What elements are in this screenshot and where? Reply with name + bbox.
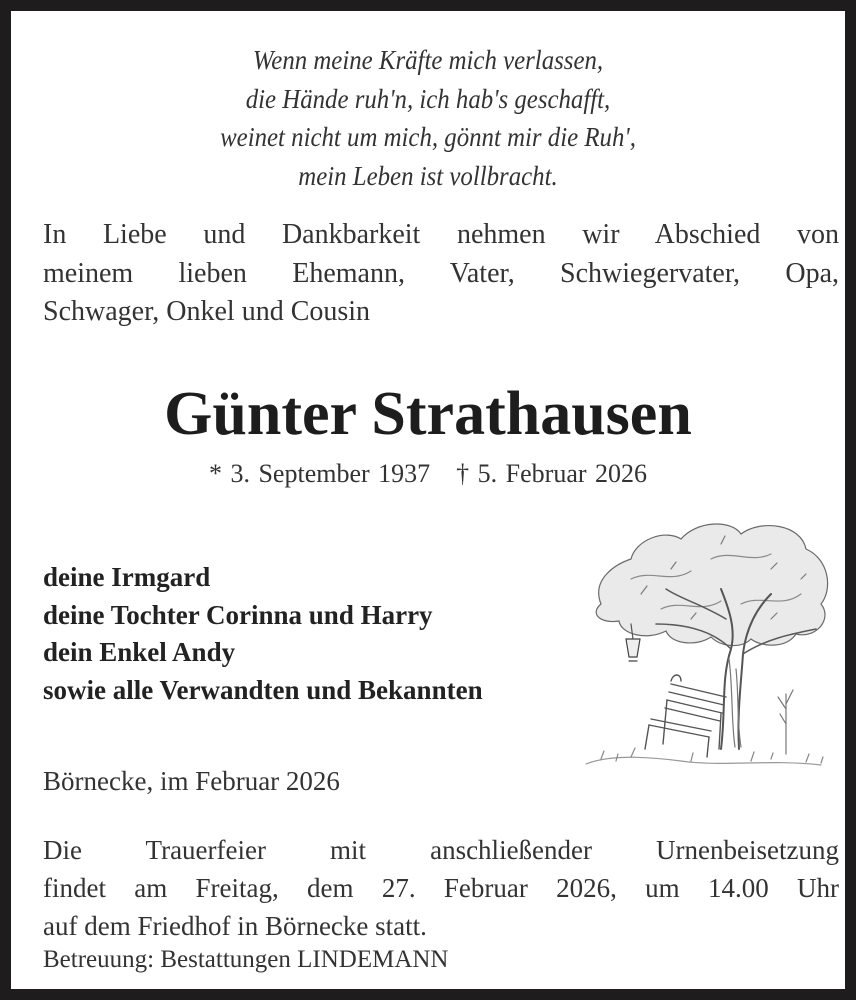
funeral-service-info — [43, 831, 839, 945]
poem-line: mein Leben ist vollbracht. — [298, 160, 558, 191]
poem-line: weinet nicht um mich, gönnt mir die Ruh', — [220, 122, 636, 152]
death-date: † 5. Februar 2026 — [456, 459, 648, 488]
service-line: Die Trauerfeier mit anschließender Urnenbeisetzung — [43, 835, 839, 865]
intro-line: In Liebe und Dankbarkeit nehmen wir Abschied von — [43, 219, 839, 250]
tree-bench-illustration-icon — [571, 509, 841, 779]
service-line: findet am Freitag, dem 27. Februar 2026, um 14.00 Uhr — [43, 873, 839, 903]
poem-line: die Hände ruh'n, ich hab's geschafft, — [245, 83, 611, 114]
poem — [44, 41, 811, 195]
life-dates — [11, 457, 845, 491]
undertaker: Betreuung: Bestattungen LINDEMANN — [43, 946, 449, 973]
birth-date: * 3. September 1937 — [208, 459, 431, 488]
service-line: auf dem Friedhof in Börnecke statt. — [43, 911, 427, 941]
intro-line: meinem lieben Ehemann, Vater, Schwiegervater, Opa, — [43, 257, 839, 289]
mourners-list — [43, 559, 483, 709]
place-and-date: Börnecke, im Februar 2026 — [43, 766, 340, 796]
intro-line: Schwager, Onkel und Cousin — [43, 296, 371, 327]
mourner: sowie alle Verwandten und Bekannten — [43, 674, 483, 705]
mourner: dein Enkel Andy — [43, 637, 236, 667]
mourner: deine Tochter Corinna und Harry — [43, 599, 433, 630]
poem-line: Wenn meine Kräfte mich verlassen, — [252, 45, 604, 75]
mourner: deine Irmgard — [43, 562, 211, 592]
deceased-name: Günter Strathausen — [164, 380, 692, 448]
farewell-intro — [43, 216, 839, 332]
